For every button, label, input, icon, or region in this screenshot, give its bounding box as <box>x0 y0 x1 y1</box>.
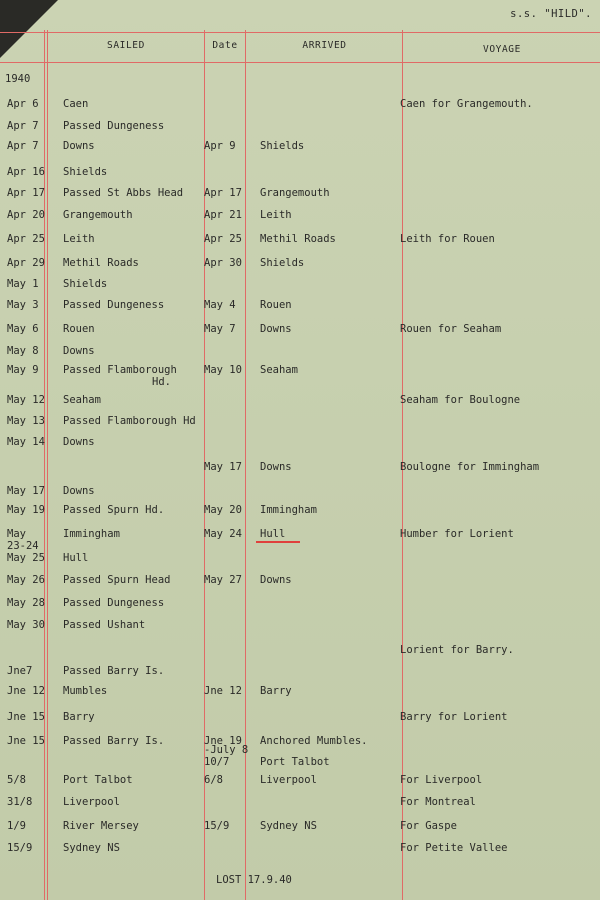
july-range: -July 8 <box>204 744 249 756</box>
sailed-port: Passed Dungeness <box>63 597 165 609</box>
sailed-port: Downs <box>63 436 95 448</box>
sailed-date: Jne7 <box>7 665 33 677</box>
sailed-port: Passed Ushant <box>63 619 146 631</box>
sailed-port: Hull <box>63 552 89 564</box>
sailed-date: 5/8 <box>7 774 26 786</box>
sailed-port: Downs <box>63 140 95 152</box>
sailed-date: Apr 16 <box>7 166 45 178</box>
sailed-port: Caen <box>63 98 89 110</box>
sailed-port: Downs <box>63 345 95 357</box>
sailed-date: May 6 <box>7 323 39 335</box>
arrived-date: 15/9 <box>204 820 230 832</box>
arrived-date: May 24 <box>204 528 242 540</box>
sailed-port: Passed St Abbs Head <box>63 187 184 199</box>
arrived-port: Rouen <box>260 299 292 311</box>
voyage: Lorient for Barry. <box>400 644 514 656</box>
sailed-port: Grangemouth <box>63 209 133 221</box>
arrived-port: Leith <box>260 209 292 221</box>
arrived-date: May 17 <box>204 461 242 473</box>
header-arrived: ARRIVED <box>302 40 347 51</box>
voyage: For Liverpool <box>400 774 483 786</box>
arrived-port: Downs <box>260 574 292 586</box>
arrived-date: Apr 17 <box>204 187 242 199</box>
arrived-date: May 4 <box>204 299 236 311</box>
may-range: 23-24 <box>7 540 39 552</box>
sailed-port: Passed Flamborough Hd <box>63 415 196 427</box>
sailed-port: Methil Roads <box>63 257 139 269</box>
voyage: Caen for Grangemouth. <box>400 98 533 110</box>
sailed-port: Downs <box>63 485 95 497</box>
sailed-date: May 14 <box>7 436 45 448</box>
arrived-port: Downs <box>260 461 292 473</box>
sailed-date: Apr 25 <box>7 233 45 245</box>
arrived-date: Jne 19 <box>204 735 242 747</box>
sailed-port: River Mersey <box>63 820 139 832</box>
sailed-date: May 25 <box>7 552 45 564</box>
arrived-port: Port Talbot <box>260 756 330 768</box>
header-sailed: SAILED <box>107 40 145 51</box>
arrived-port: Sydney NS <box>260 820 317 832</box>
sailed-date: May 1 <box>7 278 39 290</box>
sailed-port: Seaham <box>63 394 101 406</box>
arrived-port: Grangemouth <box>260 187 330 199</box>
sailed-port: Passed Spurn Head <box>63 574 171 586</box>
sailed-date: May 9 <box>7 364 39 376</box>
rule-left <box>44 30 45 900</box>
arrived-port: Liverpool <box>260 774 317 786</box>
arrived-port: Hull <box>260 528 286 540</box>
arrived-port: Barry <box>260 685 292 697</box>
sailed-date: May 12 <box>7 394 45 406</box>
sailed-date: 1/9 <box>7 820 26 832</box>
arrived-date: 6/8 <box>204 774 223 786</box>
arrived-port: Shields <box>260 140 305 152</box>
voyage: Leith for Rouen <box>400 233 495 245</box>
sailed-date: Jne 15 <box>7 711 45 723</box>
voyage: For Petite Vallee <box>400 842 508 854</box>
voyage: Seaham for Boulogne <box>400 394 521 406</box>
arrived-date: May 20 <box>204 504 242 516</box>
sailed-port: Rouen <box>63 323 95 335</box>
sailed-port: Passed Flamborough <box>63 364 177 376</box>
arrived-date: Apr 9 <box>204 140 236 152</box>
voyage: For Gaspe <box>400 820 457 832</box>
sailed-port: Mumbles <box>63 685 108 697</box>
arrived-date: May 27 <box>204 574 242 586</box>
sailed-date: Apr 7 <box>7 120 39 132</box>
sailed-date: May <box>7 528 26 540</box>
voyage: Boulogne for Immingham <box>400 461 540 473</box>
arrived-date: Apr 21 <box>204 209 242 221</box>
sailed-date: May 30 <box>7 619 45 631</box>
sailed-date: May 13 <box>7 415 45 427</box>
sailed-port: Passed Barry Is. <box>63 735 165 747</box>
sailed-port: Sydney NS <box>63 842 120 854</box>
sailed-date: May 8 <box>7 345 39 357</box>
voyage: Humber for Lorient <box>400 528 514 540</box>
arrived-date: Apr 25 <box>204 233 242 245</box>
header-date: Date <box>212 40 238 51</box>
rule-date-right <box>245 30 246 900</box>
arrived-port: Anchored Mumbles. <box>260 735 368 747</box>
sailed-date: Apr 7 <box>7 140 39 152</box>
voyage: Rouen for Seaham <box>400 323 502 335</box>
sailed-date: May 3 <box>7 299 39 311</box>
sailed-port: Passed Dungeness <box>63 299 165 311</box>
sailed-date: Apr 6 <box>7 98 39 110</box>
arrived-port: Downs <box>260 323 292 335</box>
arrived-date: Jne 12 <box>204 685 242 697</box>
sailed-port: Immingham <box>63 528 120 540</box>
sailed-port: Shields <box>63 278 108 290</box>
sailed-date: Apr 17 <box>7 187 45 199</box>
header-voyage: VOYAGE <box>483 44 521 55</box>
sailed-date: 15/9 <box>7 842 33 854</box>
sailed-port: Passed Spurn Hd. <box>63 504 165 516</box>
sailed-port: Passed Barry Is. <box>63 665 165 677</box>
voyage: Barry for Lorient <box>400 711 508 723</box>
sailed-port: Port Talbot <box>63 774 133 786</box>
ship-name: s.s. "HILD". <box>510 8 592 20</box>
sailed-date: Jne 12 <box>7 685 45 697</box>
rule-top <box>0 32 600 33</box>
sailed-port: Barry <box>63 711 95 723</box>
sailed-port: Passed Dungeness <box>63 120 165 132</box>
sailed-date: May 28 <box>7 597 45 609</box>
arrived-date: May 10 <box>204 364 242 376</box>
year-label: 1940 <box>5 73 31 85</box>
arrived-port: Seaham <box>260 364 298 376</box>
arrived-port: Immingham <box>260 504 317 516</box>
sailed-port: Leith <box>63 233 95 245</box>
lost-note: LOST 17.9.40 <box>216 874 292 886</box>
arrived-port: Methil Roads <box>260 233 336 245</box>
sailed-date: May 17 <box>7 485 45 497</box>
rule-header-bottom <box>0 62 600 63</box>
sailed-date: Jne 15 <box>7 735 45 747</box>
arrived-date: 10/7 <box>204 756 230 768</box>
hull-underline <box>256 541 300 543</box>
sailed-date: May 26 <box>7 574 45 586</box>
sailed-port: Shields <box>63 166 108 178</box>
arrived-date: Apr 30 <box>204 257 242 269</box>
sailed-port: Liverpool <box>63 796 120 808</box>
sailed-date: Apr 20 <box>7 209 45 221</box>
arrived-date: May 7 <box>204 323 236 335</box>
flamborough-continuation: Hd. <box>152 376 171 388</box>
sailed-date: Apr 29 <box>7 257 45 269</box>
sailed-date: 31/8 <box>7 796 33 808</box>
voyage: For Montreal <box>400 796 476 808</box>
arrived-port: Shields <box>260 257 305 269</box>
sailed-date: May 19 <box>7 504 45 516</box>
